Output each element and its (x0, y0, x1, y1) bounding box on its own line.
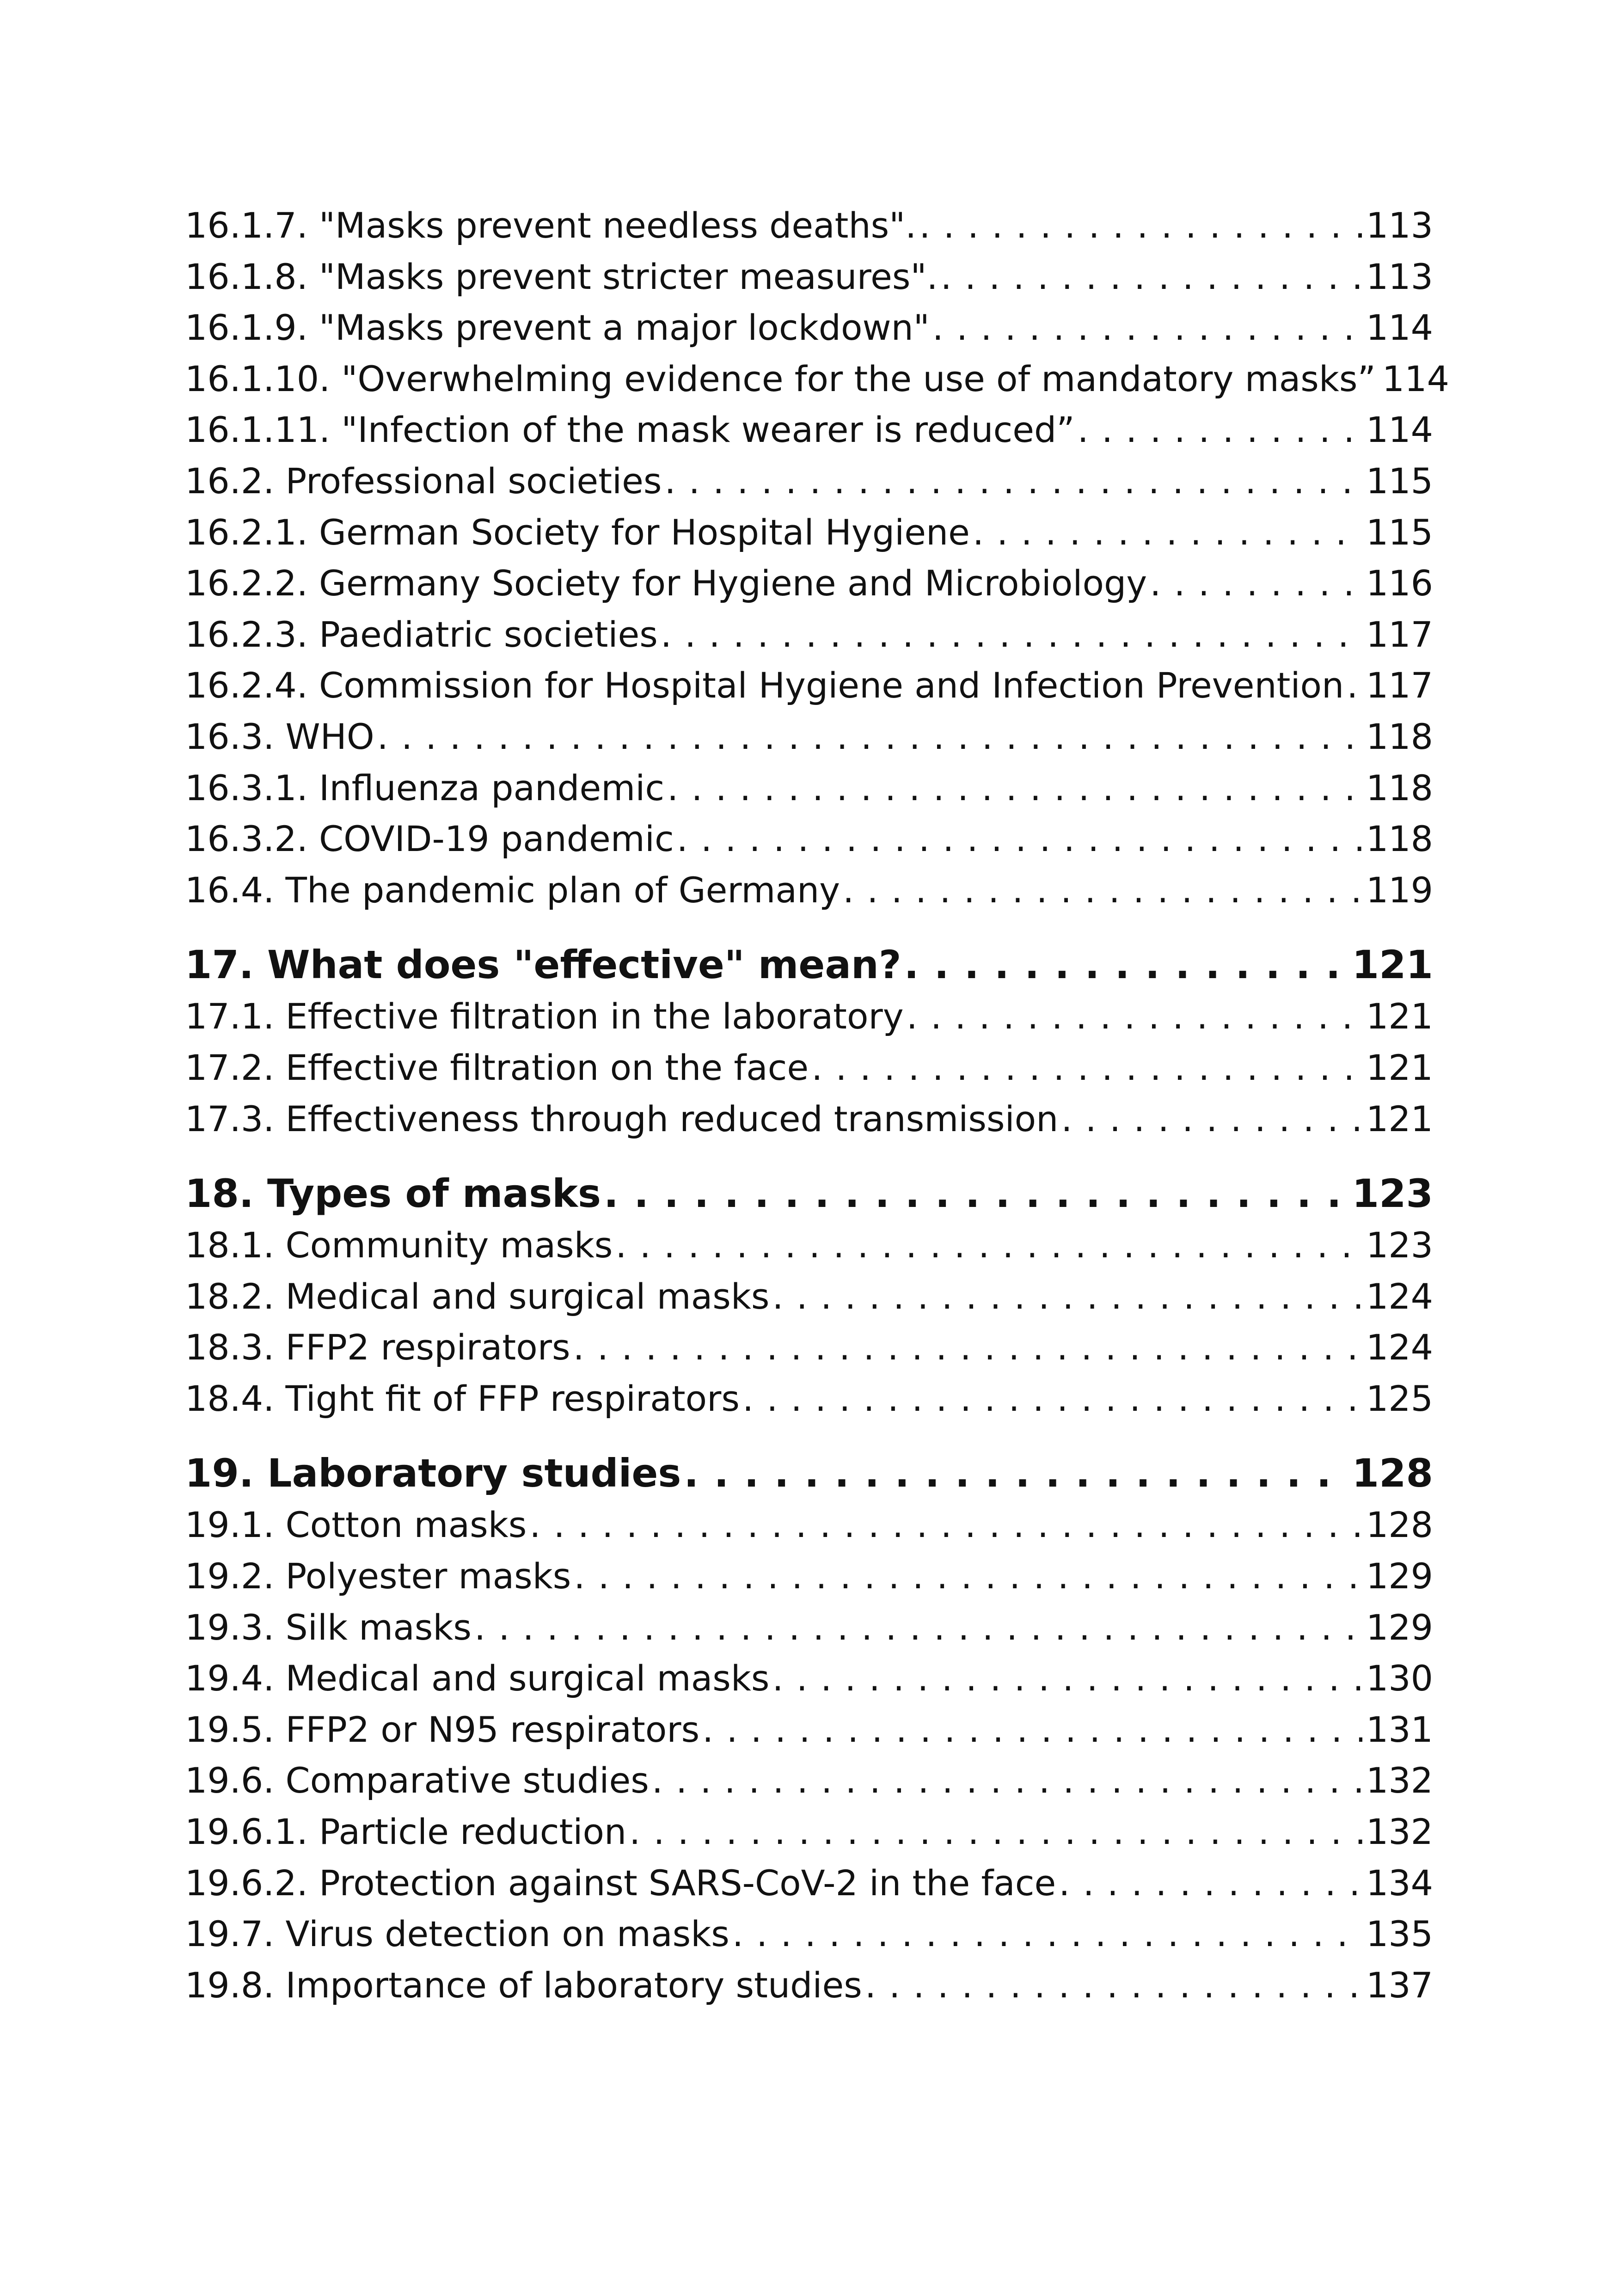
toc-entry-title: 16.2.3. Paediatric societies (185, 613, 658, 655)
toc-entry-page-number: 128 (1366, 1504, 1433, 1546)
toc-entry-page-number: 123 (1352, 1171, 1433, 1217)
toc-entry-page-number: 118 (1366, 818, 1433, 860)
dot-leader (919, 200, 1362, 251)
toc-entry-title: 16.1.7. "Masks prevent needless deaths". (185, 205, 917, 246)
dot-leader (1059, 1858, 1362, 1909)
dot-leader (474, 1602, 1362, 1653)
toc-entry-page-number: 125 (1366, 1378, 1433, 1419)
toc-entry-page-number: 121 (1366, 1098, 1433, 1139)
toc-entry[interactable] (185, 1500, 1433, 1551)
toc-entry[interactable] (185, 251, 1433, 303)
toc-entry-title: 19.4. Medical and surgical masks (185, 1658, 770, 1699)
toc-entry[interactable] (185, 1704, 1433, 1756)
toc-entry[interactable] (185, 1602, 1433, 1653)
toc-entry-title: 16.3. WHO (185, 716, 374, 757)
dot-leader (907, 991, 1362, 1042)
toc-entry-page-number: 121 (1366, 996, 1433, 1037)
toc-entry-title: 16.2.2. Germany Society for Hygiene and Microbiology (185, 563, 1147, 604)
dot-leader (574, 1551, 1362, 1602)
toc-entry-title: 18.1. Community masks (185, 1225, 613, 1266)
toc-entry-title: 19.1. Cotton masks (185, 1504, 527, 1546)
toc-entry[interactable] (185, 711, 1433, 763)
toc-entry-page-number: 134 (1366, 1862, 1433, 1904)
dot-leader (529, 1500, 1362, 1551)
toc-entry-title: 17.1. Effective filtration in the laboratory (185, 996, 904, 1037)
toc-entry[interactable] (185, 763, 1433, 814)
toc-entry-page-number: 129 (1366, 1555, 1433, 1597)
toc-entry-title: 16.2.4. Commission for Hospital Hygiene and Infection Prevention (185, 665, 1344, 706)
dot-leader (932, 302, 1362, 354)
toc-entry[interactable] (185, 507, 1433, 558)
toc-entry-title: 16.3.1. Influenza pandemic (185, 767, 665, 808)
toc-entry-title: 19.6.1. Particle reduction (185, 1811, 627, 1853)
toc-entry-title: 18. Types of masks (185, 1171, 601, 1217)
toc-entry-page-number: 121 (1366, 1047, 1433, 1088)
toc-entry-page-number: 117 (1366, 665, 1433, 706)
toc-entry-page-number: 113 (1366, 205, 1433, 246)
toc-entry[interactable] (185, 1373, 1433, 1425)
toc-entry-title: 16.1.10. "Overwhelming evidence for the use of mandatory masks” (185, 358, 1376, 399)
toc-entry-page-number: 130 (1366, 1658, 1433, 1699)
dot-leader (843, 865, 1362, 916)
dot-leader (904, 939, 1348, 991)
toc-entry-page-number: 119 (1366, 869, 1433, 911)
toc-entry[interactable] (185, 660, 1433, 711)
toc-entry-page-number: 124 (1366, 1327, 1433, 1368)
toc-entry-page-number: 135 (1366, 1913, 1433, 1955)
toc-entry[interactable] (185, 1806, 1433, 1858)
dot-leader (664, 456, 1362, 507)
dot-leader (377, 711, 1362, 763)
toc-entry-page-number: 114 (1382, 358, 1449, 399)
toc-chapter-entry[interactable] (185, 1168, 1433, 1220)
toc-entry-title: 16.2. Professional societies (185, 460, 662, 502)
toc-entry-title: 19.8. Importance of laboratory studies (185, 1964, 862, 2006)
toc-entry-page-number: 118 (1366, 767, 1433, 808)
dot-leader (677, 814, 1362, 865)
toc-entry-page-number: 118 (1366, 716, 1433, 757)
toc-entry[interactable] (185, 1551, 1433, 1602)
toc-entry-title: 19.3. Silk masks (185, 1606, 472, 1648)
toc-entry-title: 16.3.2. COVID-19 pandemic (185, 818, 674, 860)
toc-entry-page-number: 117 (1366, 613, 1433, 655)
toc-entry-page-number: 114 (1366, 409, 1433, 451)
dot-leader (573, 1322, 1362, 1373)
dot-leader (667, 763, 1362, 814)
toc-entry[interactable] (185, 302, 1433, 354)
toc-entry-page-number: 132 (1366, 1760, 1433, 1801)
dot-leader (732, 1909, 1362, 1960)
toc-entry-page-number: 137 (1366, 1964, 1433, 2006)
toc-entry-title: 19.5. FFP2 or N95 respirators (185, 1708, 700, 1750)
toc-entry-page-number: 128 (1352, 1451, 1433, 1496)
toc-entry[interactable] (185, 1858, 1433, 1909)
toc-entry[interactable] (185, 1042, 1433, 1094)
dot-leader (973, 507, 1362, 558)
toc-entry-page-number: 121 (1352, 942, 1433, 988)
toc-entry-title: 18.3. FFP2 respirators (185, 1327, 570, 1368)
toc-entry-title: 19.6. Comparative studies (185, 1760, 649, 1801)
toc-entry-page-number: 115 (1366, 511, 1433, 553)
toc-entry-title: 16.1.11. "Infection of the mask wearer is reduced” (185, 409, 1075, 451)
toc-entry[interactable] (185, 1322, 1433, 1373)
toc-entry-title: 17. What does "effective" mean? (185, 942, 901, 988)
toc-entry-page-number: 124 (1366, 1275, 1433, 1317)
dot-leader (865, 1960, 1362, 2011)
dot-leader (811, 1042, 1362, 1094)
toc-entry[interactable] (185, 558, 1433, 609)
dot-leader (684, 1447, 1348, 1500)
dot-leader (615, 1220, 1362, 1271)
dot-leader (772, 1271, 1362, 1322)
toc-entry[interactable] (185, 1960, 1433, 2011)
table-of-contents (185, 200, 1449, 2011)
toc-entry[interactable] (185, 1909, 1433, 1960)
toc-entry[interactable] (185, 1755, 1433, 1806)
toc-entry[interactable] (185, 991, 1433, 1042)
toc-entry[interactable] (185, 1094, 1433, 1145)
toc-entry-page-number: 131 (1366, 1708, 1433, 1750)
toc-entry-page-number: 115 (1366, 460, 1433, 502)
toc-entry[interactable] (185, 814, 1433, 865)
toc-entry-title: 16.4. The pandemic plan of Germany (185, 869, 840, 911)
dot-leader (1347, 660, 1362, 711)
dot-leader (1078, 404, 1362, 456)
dot-leader (604, 1168, 1348, 1220)
toc-entry-title: 17.3. Effectiveness through reduced transmission (185, 1098, 1059, 1139)
toc-entry-title: 18.4. Tight fit of FFP respirators (185, 1378, 740, 1419)
dot-leader (1061, 1094, 1362, 1145)
toc-entry[interactable] (185, 865, 1433, 916)
toc-entry-title: 16.1.9. "Masks prevent a major lockdown" (185, 307, 930, 349)
toc-entry-title: 17.2. Effective filtration on the face (185, 1047, 809, 1088)
dot-leader (629, 1806, 1362, 1858)
toc-entry[interactable] (185, 1271, 1433, 1322)
toc-chapter-entry[interactable] (185, 1447, 1433, 1500)
toc-entry-title: 19. Laboratory studies (185, 1451, 681, 1496)
toc-entry-page-number: 129 (1366, 1606, 1433, 1648)
toc-entry-title: 18.2. Medical and surgical masks (185, 1275, 770, 1317)
toc-entry-title: 19.7. Virus detection on masks (185, 1913, 729, 1955)
dot-leader (702, 1704, 1362, 1756)
toc-entry[interactable] (185, 456, 1433, 507)
toc-entry[interactable] (185, 200, 1433, 251)
toc-entry[interactable] (185, 609, 1433, 661)
toc-entry-page-number: 132 (1366, 1811, 1433, 1853)
dot-leader (1150, 558, 1362, 609)
dot-leader (652, 1755, 1362, 1806)
toc-entry[interactable] (185, 404, 1433, 456)
dot-leader (742, 1373, 1362, 1425)
toc-chapter-entry[interactable] (185, 939, 1433, 991)
dot-leader (941, 251, 1362, 303)
toc-entry[interactable] (185, 1220, 1433, 1271)
toc-entry-title: 16.2.1. German Society for Hospital Hygiene (185, 511, 970, 553)
dot-leader (661, 609, 1362, 661)
toc-entry-title: 19.6.2. Protection against SARS-CoV-2 in the face (185, 1862, 1056, 1904)
toc-entry[interactable] (185, 1653, 1433, 1704)
toc-entry[interactable] (185, 354, 1449, 405)
toc-entry-page-number: 114 (1366, 307, 1433, 349)
dot-leader (772, 1653, 1362, 1704)
toc-entry-page-number: 113 (1366, 256, 1433, 297)
toc-entry-page-number: 116 (1366, 563, 1433, 604)
toc-entry-title: 19.2. Polyester masks (185, 1555, 571, 1597)
toc-entry-page-number: 123 (1366, 1225, 1433, 1266)
toc-entry-title: 16.1.8. "Masks prevent stricter measures". (185, 256, 938, 297)
